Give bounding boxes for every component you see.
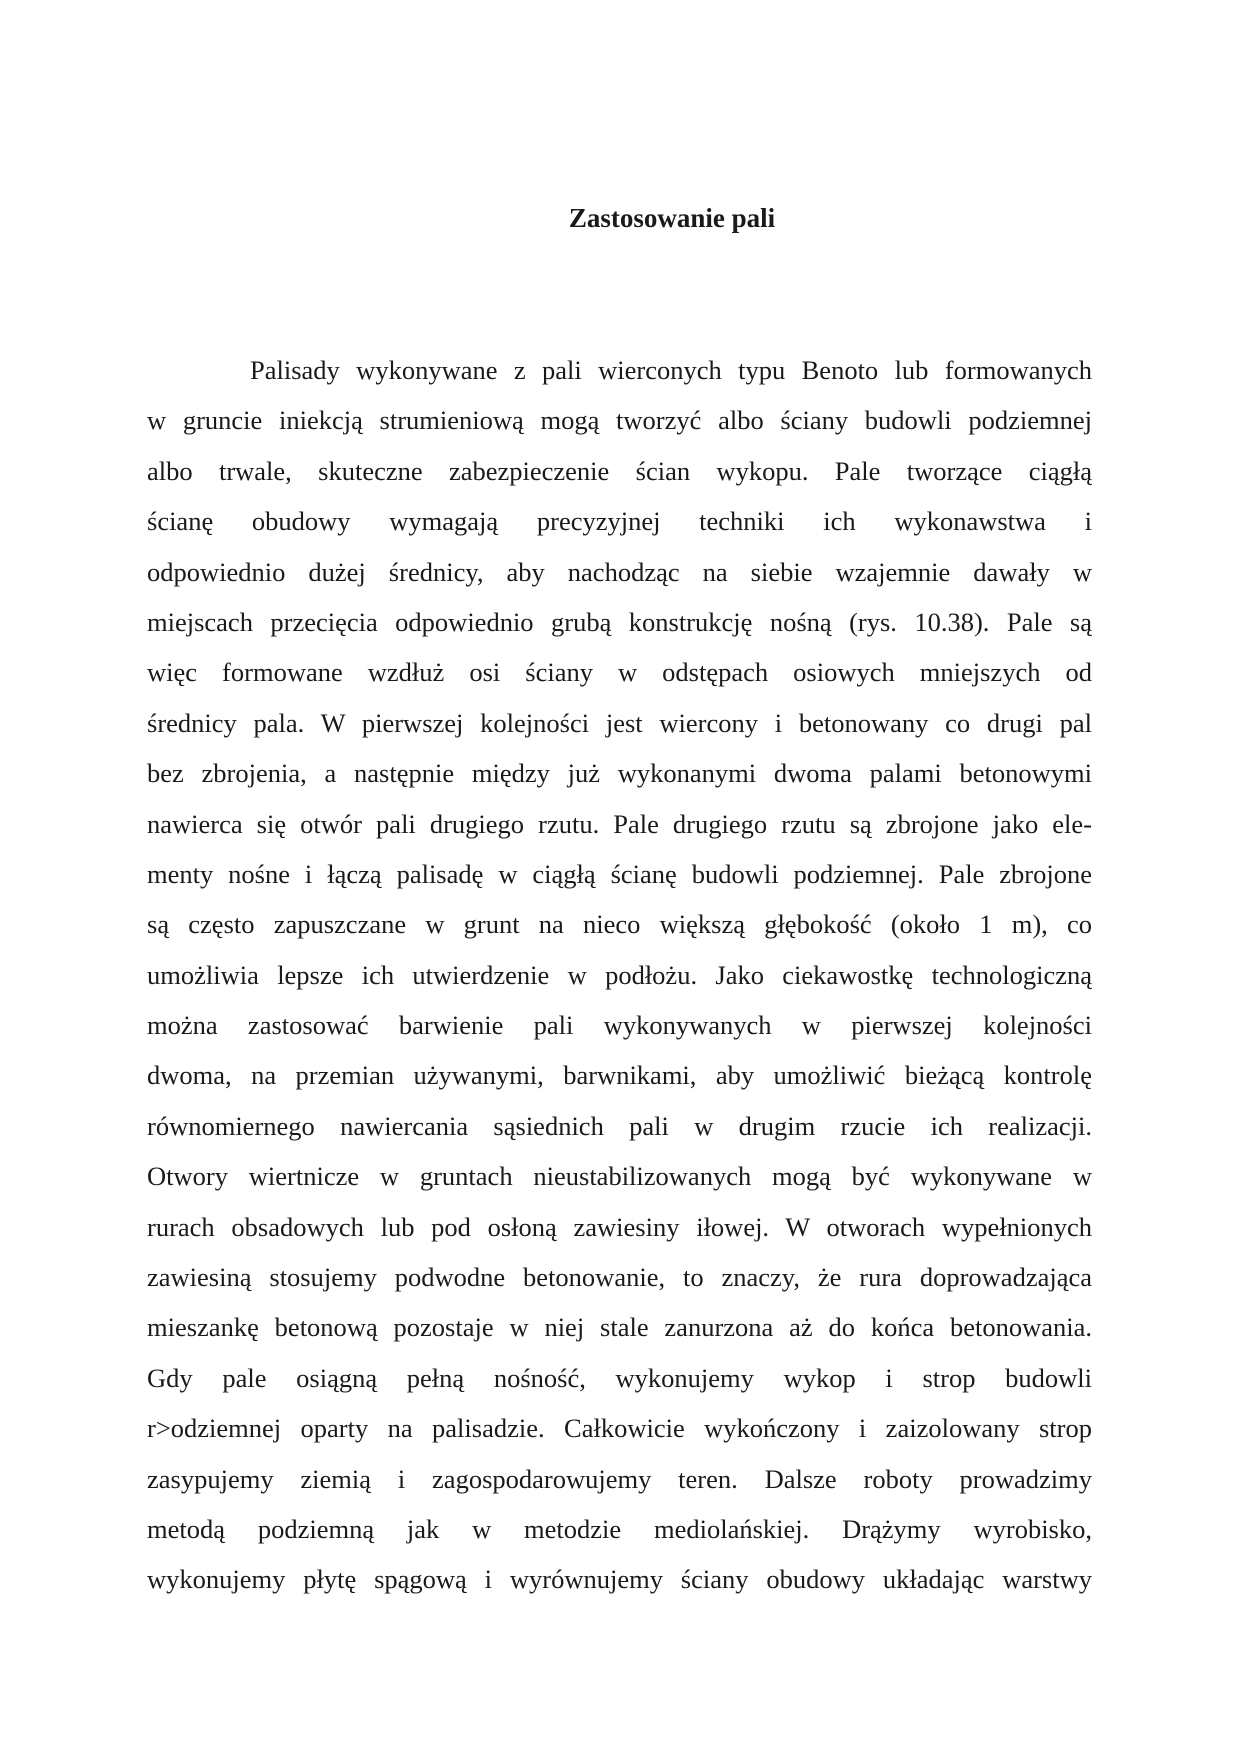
text-line: zawiesiną stosujemy podwodne betonowanie, to znaczy, że rura doprowadzająca (147, 1262, 1092, 1293)
text-line: Otwory wiertnicze w gruntach nieustabilizowanych mogą być wykonywane w (147, 1161, 1092, 1192)
text-line: umożliwia lepsze ich utwierdzenie w podłożu. Jako ciekawostkę technologiczną (147, 959, 1092, 990)
text-line: ścianę obudowy wymagają precyzyjnej techniki ich wykonawstwa i (147, 506, 1092, 537)
text-line: r>odziemnej oparty na palisadzie. Całkowicie wykończony i zaizolowany strop (147, 1413, 1092, 1444)
page-title: Zastosowanie pali (568, 203, 776, 233)
text-line: równomiernego nawiercania sąsiednich pali w drugim rzucie ich realizacji. (147, 1110, 1092, 1141)
text-line: mieszankę betonową pozostaje w niej stale zanurzona aż do końca betonowania. (147, 1312, 1092, 1343)
text-line: zasypujemy ziemią i zagospodarowujemy teren. Dalsze roboty prowadzimy (147, 1463, 1092, 1494)
text-line: miejscach przecięcia odpowiednio grubą konstrukcję nośną (rys. 10.38). Pale są (147, 606, 1092, 637)
text-line: rurach obsadowych lub pod osłoną zawiesiny iłowej. W otworach wypełnionych (147, 1211, 1092, 1242)
text-line: Gdy pale osiągną pełną nośność, wykonujemy wykop i strop budowli (147, 1362, 1092, 1393)
text-line: odpowiednio dużej średnicy, aby nachodząc na siebie wzajemnie dawały w (147, 556, 1092, 587)
text-line: więc formowane wzdłuż osi ściany w odstępach osiowych mniejszych od (147, 657, 1092, 688)
text-line: są często zapuszczane w grunt na nieco większą głębokość (około 1 m), co (147, 909, 1092, 940)
text-line: Palisady wykonywane z pali wierconych typu Benoto lub formowanych (250, 355, 1092, 385)
text-line: albo trwale, skuteczne zabezpieczenie ścian wykopu. Pale tworzące ciągłą (147, 455, 1092, 486)
text-line: bez zbrojenia, a następnie między już wykonanymi dwoma palami betonowymi (147, 758, 1092, 789)
body-text (147, 345, 1092, 1605)
text-line: w gruncie iniekcją strumieniową mogą tworzyć albo ściany budowli podziemnej (147, 405, 1092, 436)
text-line: średnicy pala. W pierwszej kolejności jest wiercony i betonowany co drugi pal (147, 707, 1092, 738)
text-line: dwoma, na przemian używanymi, barwnikami, aby umożliwić bieżącą kontrolę (147, 1060, 1092, 1091)
text-line: wykonujemy płytę spągową i wyrównujemy ściany obudowy układając warstwy (147, 1564, 1092, 1595)
text-line: metodą podziemną jak w metodzie mediolańskiej. Drążymy wyrobisko, (147, 1513, 1092, 1544)
text-line: menty nośne i łączą palisadę w ciągłą ścianę budowli podziemnej. Pale zbrojone (147, 858, 1092, 889)
text-line: można zastosować barwienie pali wykonywanych w pierwszej kolejności (147, 1010, 1092, 1041)
text-line: nawierca się otwór pali drugiego rzutu. Pale drugiego rzutu są zbrojone jako ele- (147, 808, 1092, 839)
